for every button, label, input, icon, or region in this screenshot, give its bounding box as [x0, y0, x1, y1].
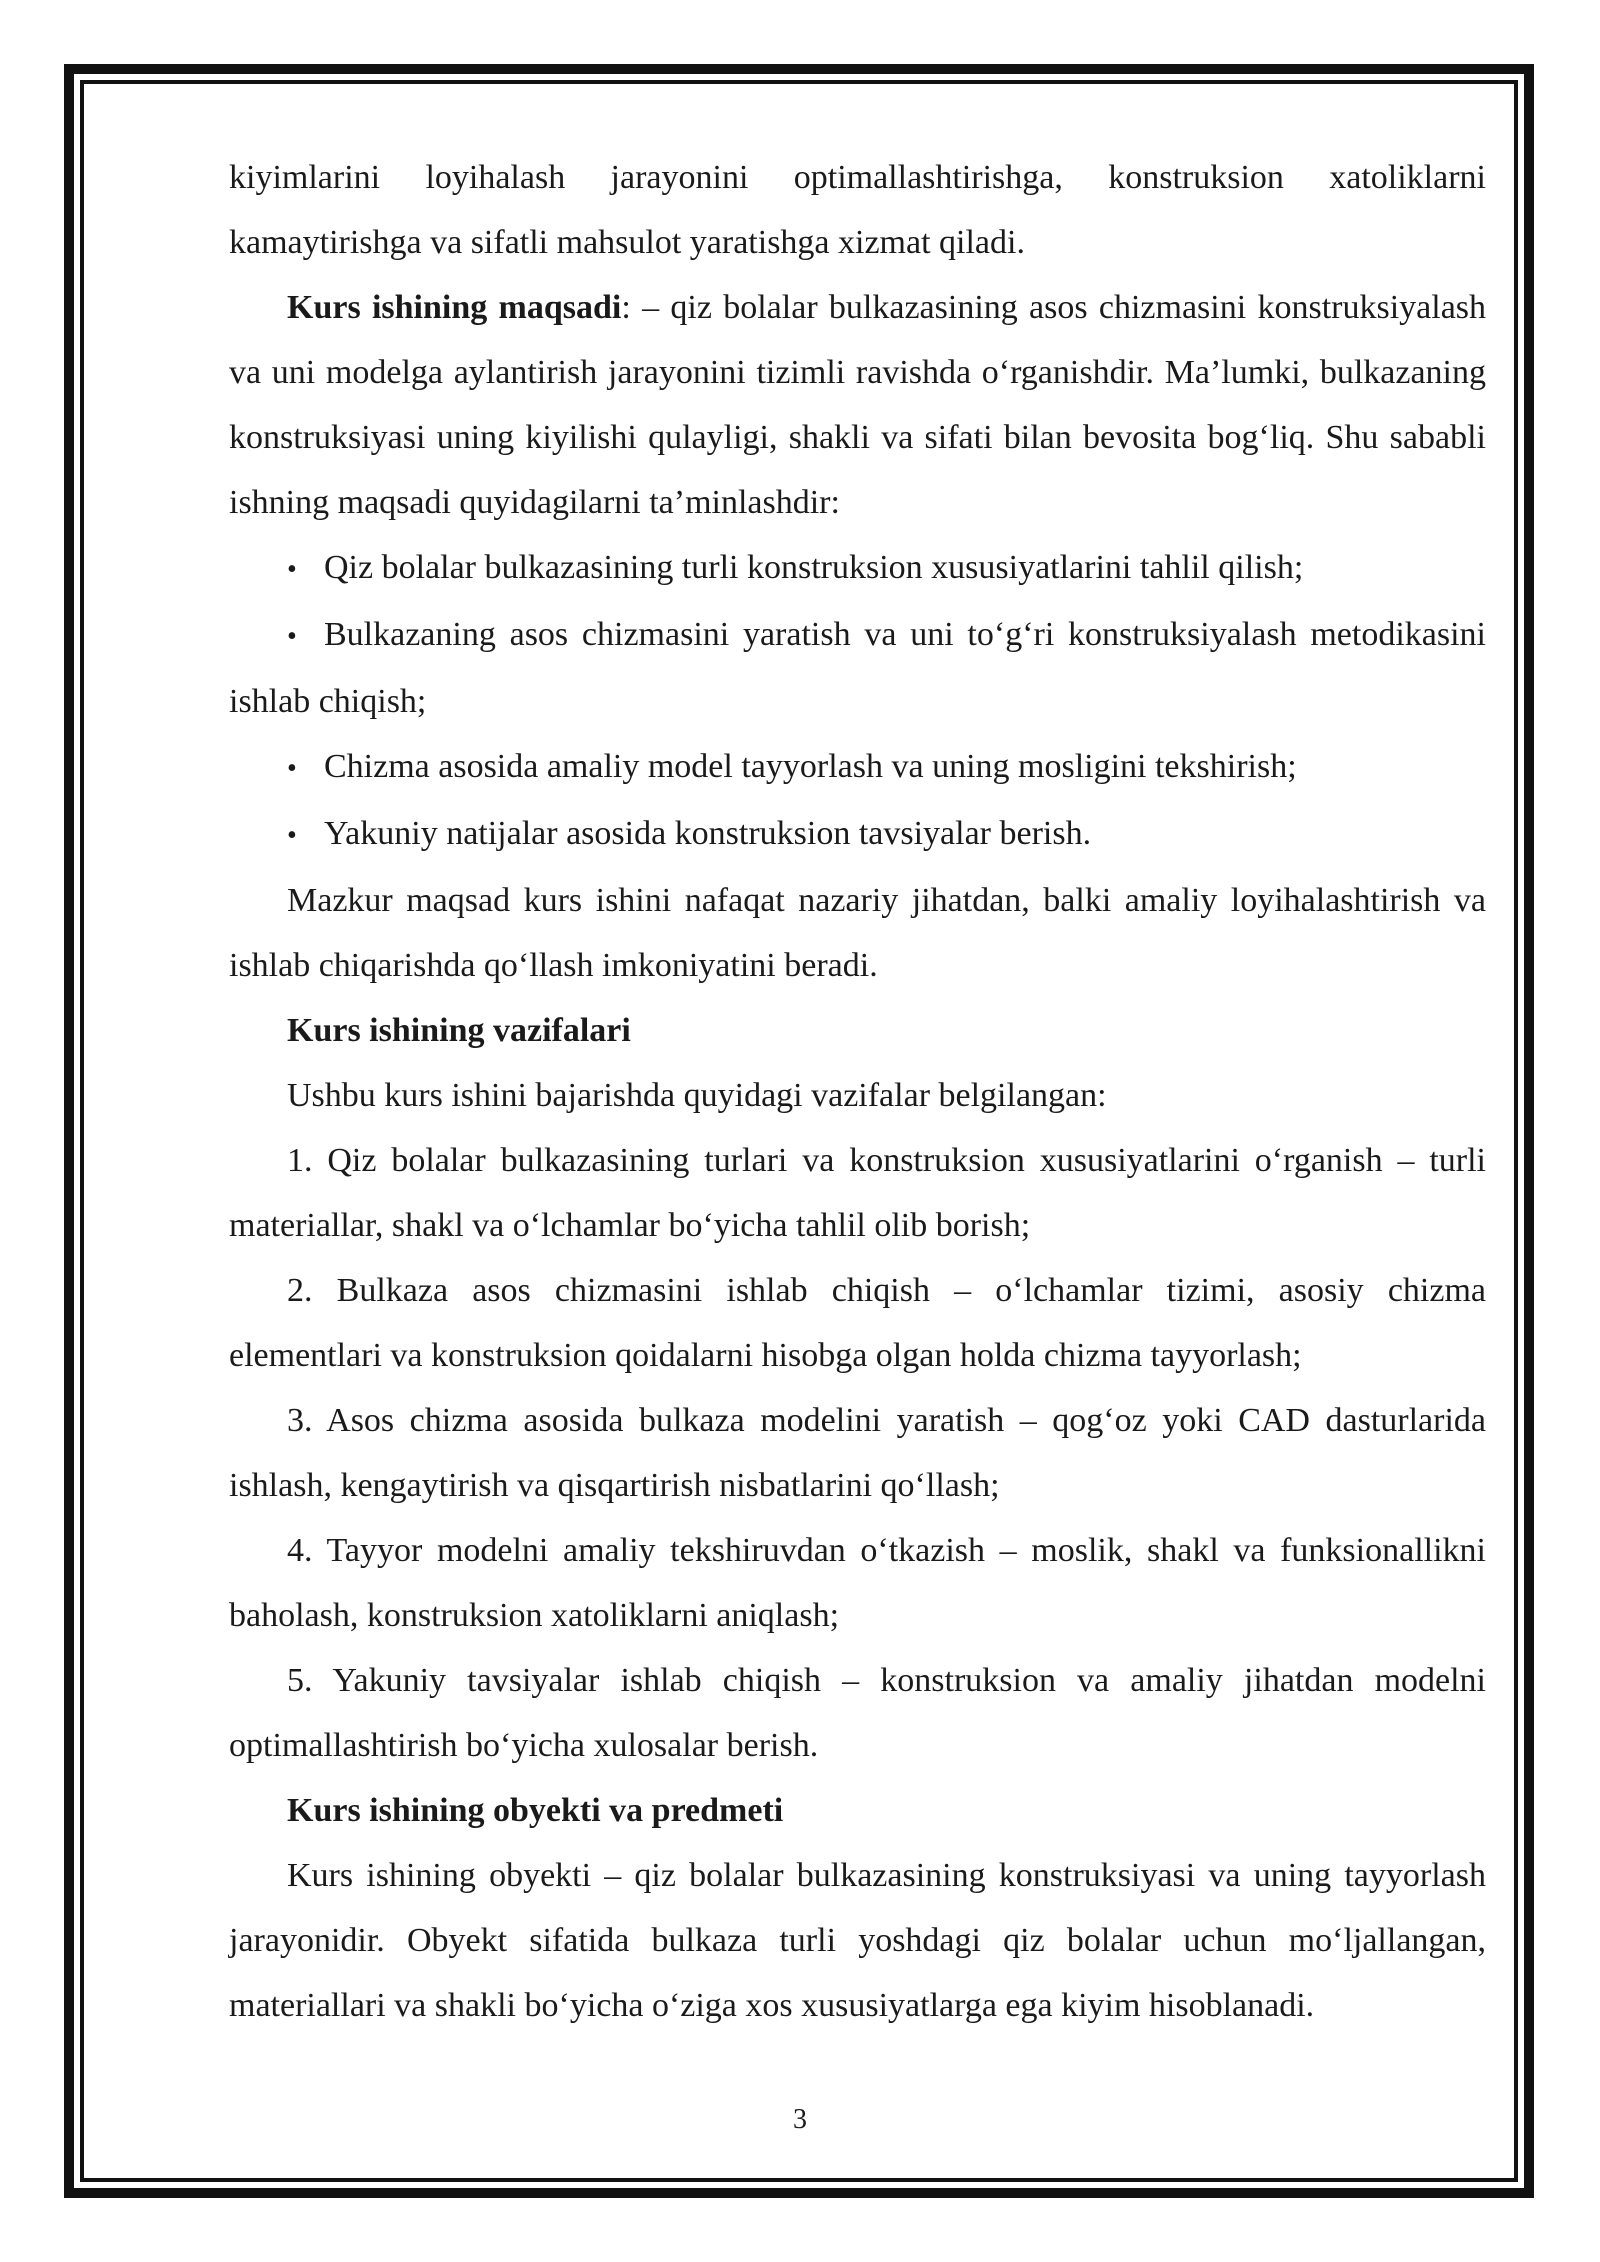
document-body — [229, 145, 1486, 2038]
list-item — [229, 602, 1486, 734]
goal-text: qiz bolalar bulkazasining asos chizmasini konstruksiyalash va uni modelga aylantirish jarayonini tizimli ravishda o‘rganishdir. Ma’lumki, bulkazaning konstruksiyasi uning kiyilishi qulayligi, shakli va sifati bilan bevosita bog‘liq. Shu sababli ishning maqsadi quyidagilarni ta’minlashdir: — [229, 289, 1487, 521]
goal-paragraph — [229, 275, 1486, 535]
bullet-text: Bulkazaning asos chizmasini yaratish va uni to‘g‘ri konstruksiyalash metodikasini ishlab chiqish; — [229, 616, 1486, 720]
tasks-intro: Ushbu kurs ishini bajarishda quyidagi vazifalar belgilangan: — [287, 1077, 1107, 1114]
task-item: 2. Bulkaza asos chizmasini ishlab chiqish – o‘lchamlar tizimi, asosiy chizma elementlari va konstruksion qoidalarni hisobga olgan holda chizma tayyorlash; — [229, 1272, 1486, 1374]
object-heading: Kurs ishining obyekti va predmeti — [287, 1792, 784, 1829]
bullet-icon: • — [287, 753, 297, 784]
task-item: 4. Tayyor modelni amaliy tekshiruvdan o‘tkazish – moslik, shakl va funksionallikni baholash, konstruksion xatoliklarni aniqlash; — [229, 1532, 1486, 1634]
bullet-text: Qiz bolalar bulkazasining turli konstruksion xususiyatlarini tahlil qilish; — [324, 549, 1304, 586]
task-item: 3. Asos chizma asosida bulkaza modelini yaratish – qog‘oz yoki CAD dasturlarida ishlash, kengaytirish va qisqartirish nisbatlarini qo‘llash; — [229, 1402, 1486, 1504]
bullet-icon: • — [287, 820, 297, 851]
task-item: 5. Yakuniy tavsiyalar ishlab chiqish – konstruksion va amaliy jihatdan modelni optimallashtirish bo‘yicha xulosalar berish. — [229, 1662, 1486, 1764]
tasks-heading: Kurs ishining vazifalari — [287, 1012, 631, 1049]
list-item — [229, 801, 1486, 868]
bullet-text: Yakuniy natijalar asosida konstruksion tavsiyalar berish. — [324, 815, 1092, 852]
object-paragraph: Kurs ishining obyekti – qiz bolalar bulkazasining konstruksiyasi va uning tayyorlash jarayonidir. Obyekt sifatida bulkaza turli yoshdagi qiz bolalar uchun mo‘ljallangan, materiallari va shakli bo‘yicha o‘ziga xos xususiyatlarga ega kiyim hisoblanadi. — [229, 1857, 1486, 2024]
goal-heading-suffix: : – — [621, 289, 660, 326]
list-item — [229, 535, 1486, 602]
page-number: 3 — [793, 2104, 807, 2135]
bullet-text: Chizma asosida amaliy model tayyorlash va uning mosligini tekshirish; — [324, 748, 1297, 785]
goal-heading: Kurs ishining maqsadi — [287, 289, 622, 326]
bullet-icon: • — [287, 554, 297, 585]
paragraph-continuation: kiyimlarini loyihalash jarayonini optimallashtirishga, konstruksion xatoliklarni kamaytirishga va sifatli mahsulot yaratishga xizmat qiladi. — [229, 159, 1486, 261]
task-item: 1. Qiz bolalar bulkazasining turlari va konstruksion xususiyatlarini o‘rganish – turli materiallar, shakl va o‘lchamlar bo‘yicha tahlil olib borish; — [229, 1142, 1486, 1244]
goal-conclusion: Mazkur maqsad kurs ishini nafaqat nazariy jihatdan, balki amaliy loyihalashtirish va ishlab chiqarishda qo‘llash imkoniyatini beradi. — [229, 882, 1486, 984]
list-item — [229, 734, 1486, 801]
bullet-icon: • — [287, 621, 297, 652]
